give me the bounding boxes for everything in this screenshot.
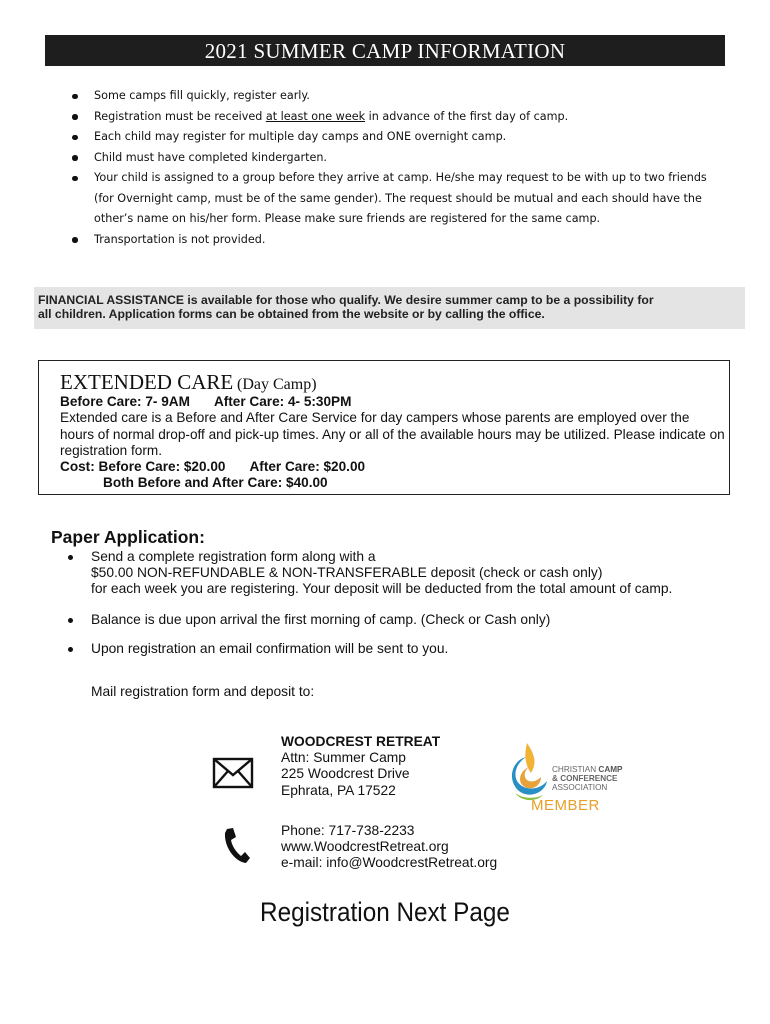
financial-assistance-text <box>38 293 743 321</box>
list-item-text: Send a complete registration form along with a <box>91 549 376 564</box>
extended-care-hours <box>60 394 725 410</box>
info-list <box>72 86 722 250</box>
financial-assistance-box <box>34 287 745 329</box>
logo-text-3: ASSOCIATION <box>552 783 608 792</box>
mailing-address <box>281 734 440 799</box>
address-name: WOODCREST RETREAT <box>281 734 441 749</box>
list-item: Upon registration an email confirmation will be sent to you. <box>64 641 744 657</box>
logo-text <box>552 765 623 792</box>
extended-care-heading <box>60 370 725 394</box>
address-attn: Attn: Summer Camp <box>281 750 406 766</box>
list-item: Your child is assigned to a group before they arrive at camp. He/she may request to be with up to two friends (for Overnight camp, must be of the same gender). The request should be mutual and each should have the other’s name on his/her form. Please make sure friends are registered for the same camp. <box>72 168 722 230</box>
list-item: Transportation is not provided. <box>72 230 722 251</box>
flame-icon <box>505 741 549 805</box>
paper-application-title: Paper Application: <box>51 527 205 547</box>
address-street: 225 Woodcrest Drive <box>281 766 410 782</box>
after-care-hours: After Care: 4- 5:30PM <box>213 394 352 409</box>
logo-text-1a: CHRISTIAN <box>552 765 599 774</box>
list-item-text: $50.00 NON-REFUNDABLE & NON-TRANSFERABLE deposit (check or cash only) <box>91 565 603 581</box>
phone-icon <box>221 827 251 865</box>
list-item-text: for each week you are registering. Your deposit will be deducted from the total amount of camp. <box>91 581 673 597</box>
logo-member-text: MEMBER <box>531 797 600 814</box>
paper-application-list <box>64 549 744 657</box>
logo-text-2: & CONFERENCE <box>552 774 618 783</box>
cost-before-care: Cost: Before Care: $20.00 <box>60 459 226 475</box>
list-item: Each child may register for multiple day camps and ONE overnight camp. <box>72 127 722 148</box>
ccca-member-logo <box>505 741 635 817</box>
financial-line-2: all children. Application forms can be obtained from the website or by calling the office. <box>38 307 545 321</box>
contact-phone: Phone: 717-738-2233 <box>281 823 415 838</box>
extended-care-title: EXTENDED CARE <box>60 370 234 394</box>
list-item: Balance is due upon arrival the first morning of camp. (Check or Cash only) <box>64 612 744 628</box>
cost-both-care: Both Before and After Care: $40.00 <box>103 475 328 491</box>
list-item-text: Registration must be received <box>94 109 266 123</box>
page-title: 2021 SUMMER CAMP INFORMATION <box>45 35 725 66</box>
extended-care-box <box>38 360 730 495</box>
list-item <box>64 549 744 598</box>
extended-care-description: Extended care is a Before and After Care Service for day campers whose parents are employed over the hours of normal drop-off and pick-up times. Any or all of the available hours may be utilized. Please indicate on registration form. <box>60 410 725 458</box>
envelope-icon <box>212 757 254 789</box>
contact-info <box>281 823 497 872</box>
underlined-text: at least one week <box>265 109 366 123</box>
list-item <box>72 107 722 128</box>
list-item-text: in advance of the first day of camp. <box>365 109 569 123</box>
before-care-hours: Before Care: 7- 9AM <box>60 394 190 409</box>
mail-instructions: Mail registration form and deposit to: <box>91 684 315 699</box>
contact-website[interactable]: www.WoodcrestRetreat.org <box>281 839 449 855</box>
contact-email[interactable]: e-mail: info@WoodcrestRetreat.org <box>281 855 498 871</box>
address-city: Ephrata, PA 17522 <box>281 782 396 798</box>
list-item: Child must have completed kindergarten. <box>72 148 722 169</box>
extended-care-cost <box>60 459 725 475</box>
cost-after-care: After Care: $20.00 <box>249 459 366 475</box>
next-page-note: Registration Next Page <box>260 897 510 927</box>
list-item: Some camps fill quickly, register early. <box>72 86 722 107</box>
extended-care-subtitle: (Day Camp) <box>237 376 317 393</box>
logo-text-1b: CAMP <box>598 765 623 774</box>
financial-line-1: FINANCIAL ASSISTANCE is available for those who qualify. We desire summer camp to be a possibility for <box>38 293 654 307</box>
